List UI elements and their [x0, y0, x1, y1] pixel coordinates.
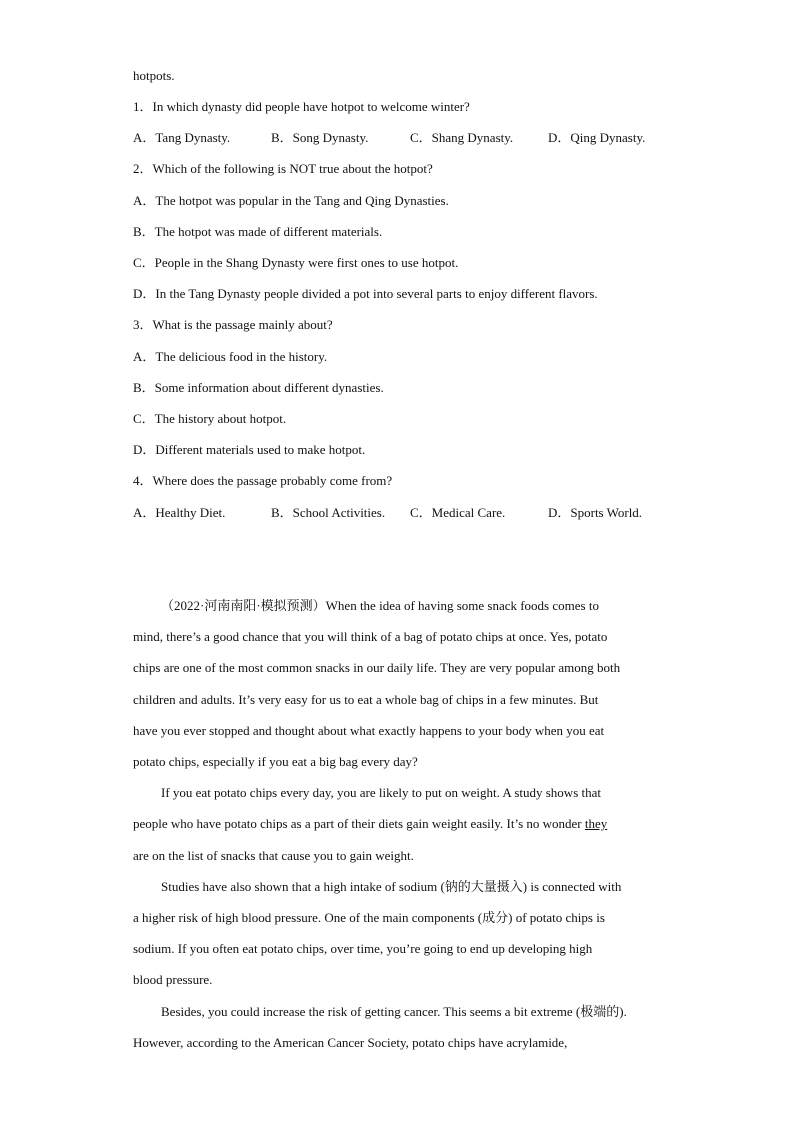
question-3-option-b: B．Some information about different dynasties.: [133, 380, 384, 395]
question-2-stem: 2．Which of the following is NOT true about the hotpot?: [133, 161, 433, 176]
question-2-option-a: A．The hotpot was popular in the Tang and Qing Dynasties.: [133, 193, 449, 208]
question-1-option-c: C．Shang Dynasty.: [410, 130, 514, 145]
question-2-option-c: C．People in the Shang Dynasty were first ones to use hotpot.: [133, 255, 459, 270]
question-3-option-a: A．The delicious food in the history.: [133, 349, 328, 364]
question-2-option-d: D．In the Tang Dynasty people divided a pot into several parts to enjoy different flavors.: [133, 286, 598, 301]
paragraph-2-line-2-text: people who have potato chips as a part of their diets gain weight easily. It’s no wonder: [133, 816, 585, 831]
question-3-stem: 3．What is the passage mainly about?: [133, 317, 333, 332]
paragraph-3-line-4: blood pressure.: [133, 972, 213, 987]
question-1-option-b: B．Song Dynasty.: [271, 130, 369, 145]
question-4-option-d: D．Sports World.: [548, 505, 643, 520]
paragraph-2-line-1: If you eat potato chips every day, you are likely to put on weight. A study shows that: [161, 785, 601, 800]
underlined-word-they: they: [584, 816, 608, 831]
paragraph-4-line-1: Besides, you could increase the risk of getting cancer. This seems a bit extreme (极端的).: [161, 1004, 627, 1019]
paragraph-1-line-6: potato chips, especially if you eat a big bag every day?: [133, 754, 418, 769]
passage-fragment: hotpots.: [133, 68, 175, 83]
question-4-stem: 4．Where does the passage probably come from?: [133, 473, 393, 488]
question-1-option-a: A．Tang Dynasty.: [133, 130, 231, 145]
paragraph-2-line-3: are on the list of snacks that cause you to gain weight.: [133, 848, 414, 863]
question-4-option-a: A．Healthy Diet.: [133, 505, 226, 520]
question-1-stem: 1．In which dynasty did people have hotpot to welcome winter?: [133, 99, 470, 114]
question-1-option-d: D．Qing Dynasty.: [548, 130, 646, 145]
question-2-option-b: B．The hotpot was made of different materials.: [133, 224, 383, 239]
paragraph-1-line-1: （2022·河南南阳·模拟预测）When the idea of having some snack foods comes to: [161, 598, 599, 613]
paragraph-3-line-1: Studies have also shown that a high intake of sodium (钠的大量摄入) is connected with: [161, 879, 622, 894]
paragraph-1-line-4: children and adults. It’s very easy for us to eat a whole bag of chips in a few minutes. But: [133, 692, 599, 707]
paragraph-4-line-2: However, according to the American Cancer Society, potato chips have acrylamide,: [133, 1035, 568, 1050]
paragraph-2-line-2: [133, 816, 607, 832]
paragraph-1-line-5: have you ever stopped and thought about what exactly happens to your body when you eat: [133, 723, 605, 738]
paragraph-3-line-3: sodium. If you often eat potato chips, over time, you’re going to end up developing high: [133, 941, 593, 956]
paragraph-1-line-2: mind, there’s a good chance that you will think of a bag of potato chips at once. Yes, potato: [133, 629, 608, 644]
paragraph-3-line-2: a higher risk of high blood pressure. One of the main components (成分) of potato chips is: [133, 910, 605, 925]
question-4-option-c: C．Medical Care.: [410, 505, 506, 520]
question-3-option-d: D．Different materials used to make hotpot.: [133, 442, 366, 457]
question-3-option-c: C．The history about hotpot.: [133, 411, 287, 426]
paragraph-1-line-3: chips are one of the most common snacks in our daily life. They are very popular among both: [133, 660, 621, 675]
question-4-option-b: B．School Activities.: [271, 505, 386, 520]
